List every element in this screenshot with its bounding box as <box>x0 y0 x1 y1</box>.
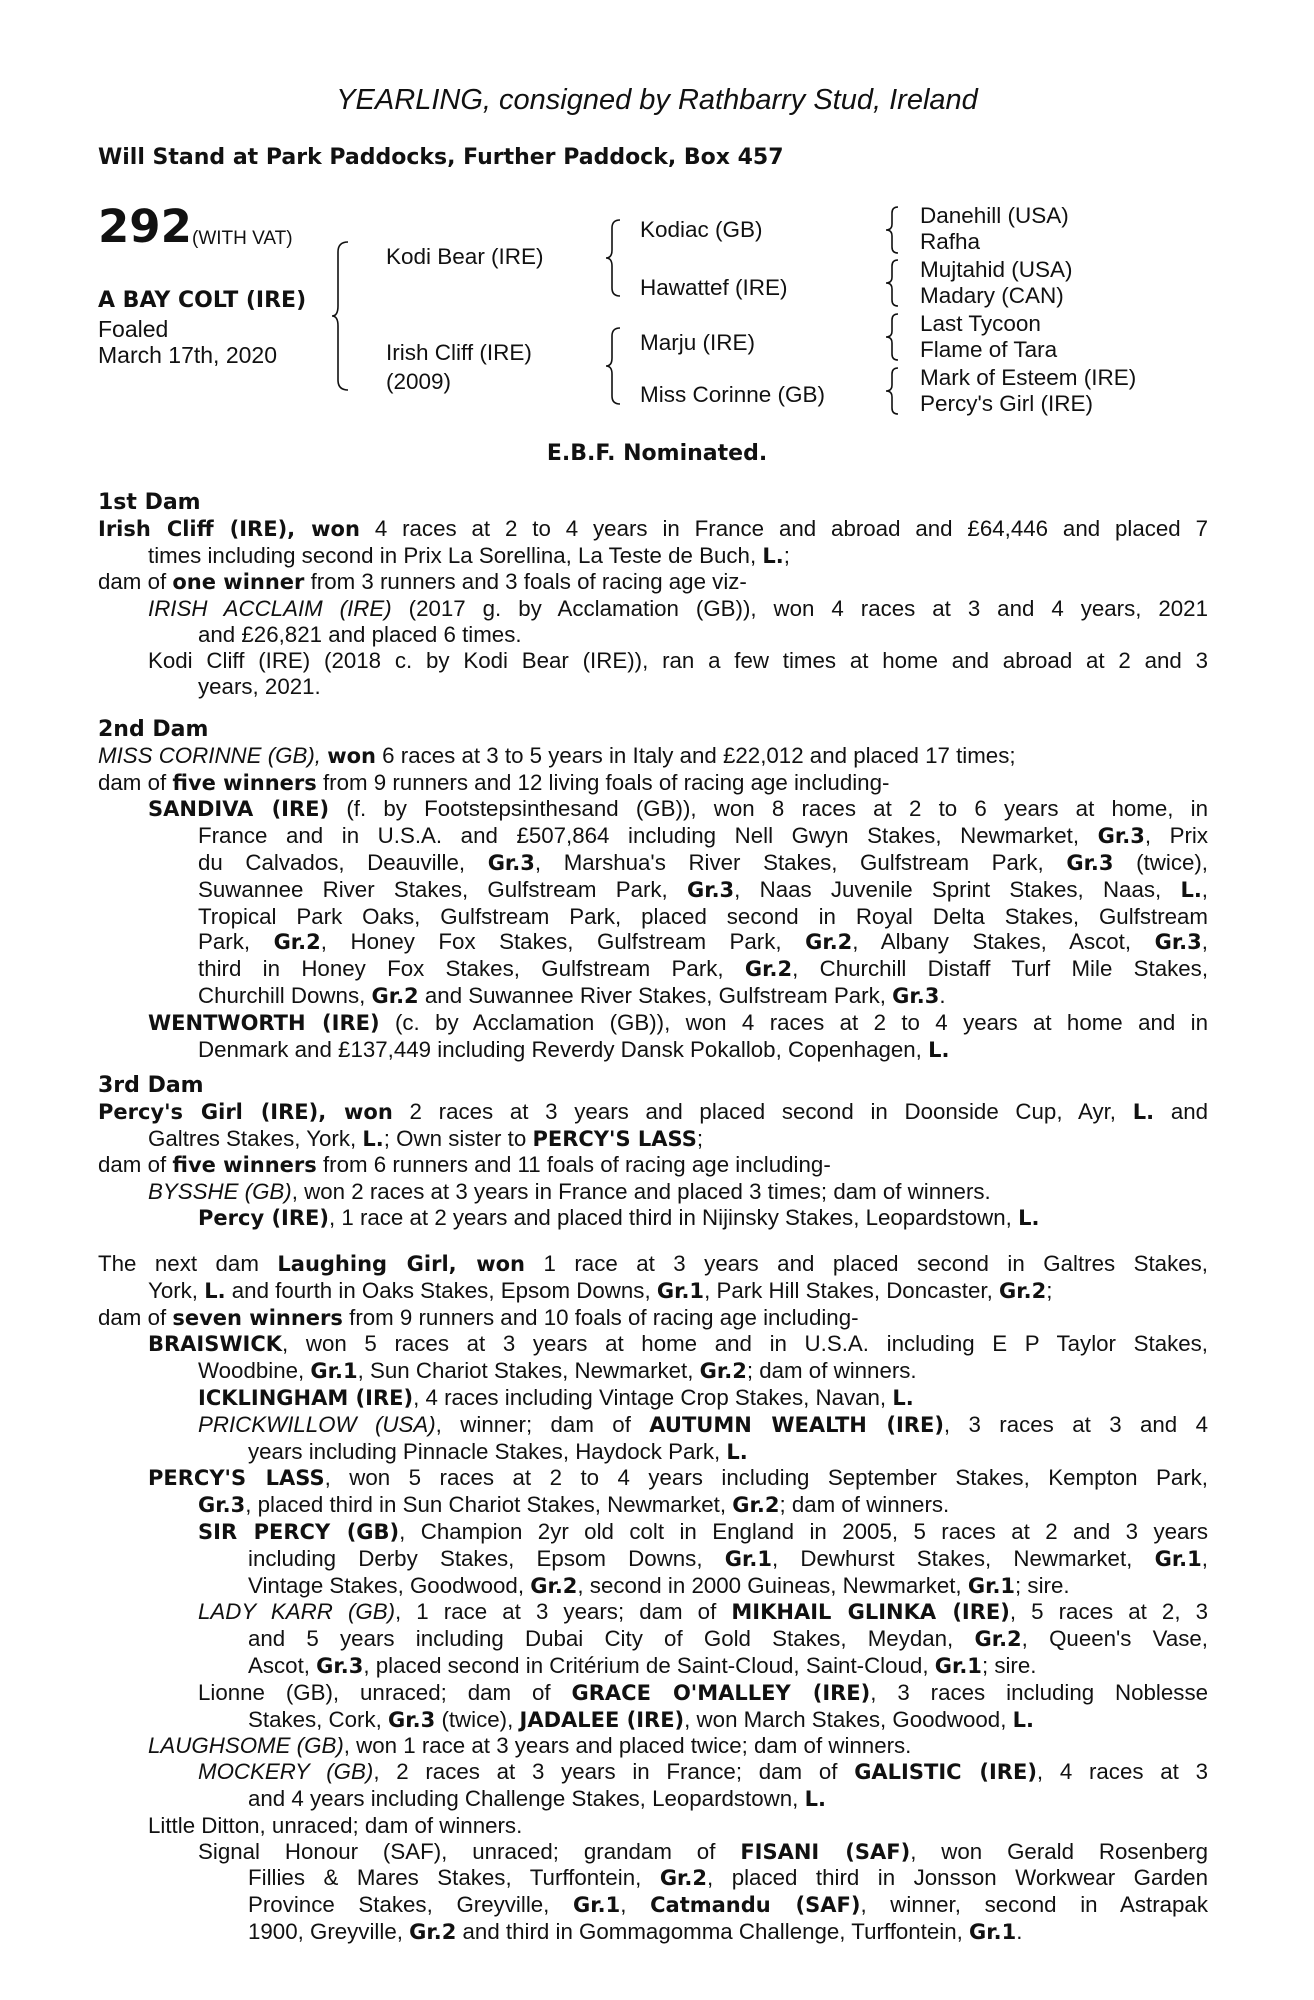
grade-mark: Gr.2 <box>659 1866 708 1891</box>
pedigree-dam-sire: Marju (IRE) <box>640 330 756 355</box>
horse-name: FISANI (SAF) <box>740 1839 911 1864</box>
race-record: , won 1 race at 3 years and placed twice; dam of winners. <box>343 1733 912 1759</box>
horse-name: PERCY'S LASS <box>148 1466 325 1491</box>
pedigree-main-bracket <box>330 240 354 392</box>
punctuation: ; <box>1046 1277 1053 1303</box>
grade-mark: L. <box>892 1385 914 1410</box>
horse-name: ICKLINGHAM (IRE) <box>198 1385 414 1410</box>
horse-name: AUTUMN WEALTH (IRE) <box>649 1412 944 1437</box>
pedigree-g7: Mark of Esteem (IRE) <box>920 365 1137 390</box>
grade-mark: L. <box>1012 1707 1034 1732</box>
horse-name: SIR PERCY (GB) <box>198 1519 400 1544</box>
produce-text: from 9 runners and 10 foals of racing age including- <box>349 1304 859 1330</box>
race-record: 4 races at 2 to 4 years in France and abroad and £64,446 and placed 7 <box>374 515 1208 541</box>
section-heading: 2nd Dam <box>98 717 209 742</box>
second-dam-section <box>98 717 1208 1063</box>
first-dam-section <box>98 490 1208 699</box>
punctuation: , <box>1201 929 1208 955</box>
race-record: and third in Gommagomma Challenge, Turffontein, <box>462 1918 963 1944</box>
race-record: , Prix <box>1144 823 1208 849</box>
horse-name: BYSSHE (GB) <box>148 1179 292 1205</box>
horse-name: WENTWORTH (IRE) <box>148 1010 380 1035</box>
race-record: du Calvados, Deauville, <box>198 849 466 875</box>
race-record: and <box>1170 1098 1209 1124</box>
race-record: , 3 races at 3 and 4 <box>943 1411 1208 1437</box>
vat-note: (WITH VAT) <box>192 228 293 249</box>
race-record: years, 2021. <box>198 673 321 699</box>
produce-text: from 6 runners and 11 foals of racing age including- <box>322 1152 831 1178</box>
race-record: Little Ditton, unraced; dam of winners. <box>148 1812 523 1838</box>
grade-mark: Gr.2 <box>699 1359 747 1384</box>
grade-mark: Gr.3 <box>198 1493 246 1518</box>
third-dam-section <box>98 1073 1208 1232</box>
catalogue-heading: YEARLING, consigned by Rathbarry Stud, Ireland <box>336 84 978 116</box>
grade-mark: Gr.3 <box>388 1707 436 1732</box>
produce-text: dam of <box>98 1304 167 1330</box>
race-record: including Derby Stakes, Epsom Downs, <box>248 1545 703 1571</box>
section-heading: 3rd Dam <box>98 1073 204 1098</box>
pedigree-dam: Irish Cliff (IRE) <box>386 340 532 365</box>
grade-mark: Gr.2 <box>805 930 853 955</box>
produce-text: dam of <box>98 769 167 795</box>
punctuation: , <box>620 1892 627 1918</box>
race-record: , won 2 races at 3 years in France and placed 3 times; dam of winners. <box>291 1179 991 1205</box>
race-record: Park, <box>198 929 251 955</box>
pedigree-g3: Mujtahid (USA) <box>920 257 1073 282</box>
race-record: Woodbine, <box>198 1358 305 1384</box>
grade-mark: Gr.2 <box>409 1919 457 1944</box>
race-record: , won 5 races at 2 to 4 years including September Stakes, Kempton Park, <box>324 1465 1208 1491</box>
grade-mark: Gr.1 <box>934 1653 982 1678</box>
grade-mark: Gr.2 <box>974 1627 1022 1652</box>
horse-name: LADY KARR (GB) <box>198 1599 396 1625</box>
horse-name: GRACE O'MALLEY (IRE) <box>571 1680 871 1705</box>
horse-name: Percy's Girl (IRE), won <box>98 1099 393 1124</box>
produce-text: from 9 runners and 12 living foals of racing age including- <box>322 769 890 795</box>
race-record: , 4 races at 3 <box>1036 1759 1208 1785</box>
horse-name: Laughing Girl, won <box>277 1252 525 1276</box>
race-record: Ascot, <box>248 1652 310 1678</box>
race-record: Tropical Park Oaks, Gulfstream Park, placed second in Royal Delta Stakes, Gulfstream <box>198 903 1208 929</box>
horse-name: Percy (IRE) <box>198 1205 329 1230</box>
won-label: won <box>327 743 376 768</box>
stabling-location: Will Stand at Park Paddocks, Further Paddock, Box 457 <box>98 145 784 170</box>
winners-count: five winners <box>172 770 317 795</box>
grade-mark: Gr.2 <box>732 1493 780 1518</box>
race-record: ; sire. <box>1015 1572 1070 1598</box>
g-bracket-3 <box>884 312 904 362</box>
grade-mark: L. <box>804 1786 826 1811</box>
pedigree-sire-dam: Hawattef (IRE) <box>640 275 788 300</box>
race-record: (twice), <box>441 1706 514 1732</box>
grade-mark: Gr.1 <box>724 1546 772 1571</box>
grade-mark: Gr.2 <box>273 930 321 955</box>
pedigree-g6: Flame of Tara <box>920 337 1058 362</box>
grade-mark: Gr.3 <box>487 850 535 875</box>
horse-description: A BAY COLT (IRE) <box>98 288 307 313</box>
race-record: , 3 races including Noblesse <box>870 1679 1208 1705</box>
race-record: Fillies & Mares Stakes, Turffontein, <box>248 1865 642 1891</box>
race-record: , Albany Stakes, Ascot, <box>852 929 1132 955</box>
race-record: 2 races at 3 years and placed second in Doonside Cup, Ayr, <box>409 1098 1117 1124</box>
race-record: Suwannee River Stakes, Gulfstream Park, <box>198 876 668 902</box>
grade-mark: Gr.3 <box>686 877 735 902</box>
horse-name: LAUGHSOME (GB) <box>148 1733 344 1759</box>
race-record: , Naas Juvenile Sprint Stakes, Naas, <box>734 876 1162 902</box>
pedigree-g1: Danehill (USA) <box>920 203 1069 228</box>
race-record: (f. by Footstepsinthesand (GB)), won 8 races at 2 to 6 years at home, in <box>346 796 1208 822</box>
grade-mark: Gr.3 <box>1066 850 1114 875</box>
ebf-nomination: E.B.F. Nominated. <box>546 441 768 466</box>
race-record: , won March Stakes, Goodwood, <box>684 1706 1007 1732</box>
race-record: , won 5 races at 3 years at home and in U.S.A. including E P Taylor Stakes, <box>282 1331 1208 1357</box>
race-record: and 5 years including Dubai City of Gold Stakes, Meydan, <box>248 1626 954 1652</box>
race-record: , Champion 2yr old colt in England in 2005, 5 races at 2 and 3 years <box>399 1518 1208 1544</box>
race-record: , 2 races at 3 years in France; dam of <box>373 1759 838 1785</box>
grade-mark: L. <box>1132 1099 1155 1124</box>
dam-bracket <box>604 326 626 406</box>
race-record: and 4 years including Challenge Stakes, Leopardstown, <box>248 1785 799 1811</box>
section-lead: The next dam <box>98 1251 259 1276</box>
race-record: , placed second in Critérium de Saint-Cloud, Saint-Cloud, <box>363 1652 929 1678</box>
horse-name: Catmandu (SAF) <box>650 1893 861 1918</box>
foaled-date: March 17th, 2020 <box>98 342 278 368</box>
race-record: (twice), <box>1136 849 1208 875</box>
horse-name: BRAISWICK <box>148 1332 283 1357</box>
grade-mark: Gr.3 <box>892 983 940 1008</box>
race-record: Galtres Stakes, York, <box>148 1125 357 1151</box>
race-record: third in Honey Fox Stakes, Gulfstream Park, <box>198 956 724 982</box>
produce-text: dam of <box>98 1152 167 1178</box>
race-record: 1900, Greyville, <box>248 1918 403 1944</box>
race-record: 6 races at 3 to 5 years in Italy and £22,012 and placed 17 times; <box>382 742 1016 768</box>
race-record: (c. by Acclamation (GB)), won 4 races at 2 to 4 years at home and in <box>394 1009 1209 1035</box>
horse-name: Irish Cliff (IRE), won <box>98 516 360 541</box>
winners-count: one winner <box>172 570 305 595</box>
lot-number: 292 <box>98 200 192 253</box>
race-record: , Dewhurst Stakes, Newmarket, <box>771 1545 1133 1571</box>
punctuation: . <box>939 982 946 1008</box>
race-record: , Marshua's River Stakes, Gulfstream Park, <box>534 849 1044 875</box>
race-record: Stakes, Cork, <box>248 1706 382 1732</box>
race-record: , Park Hill Stakes, Doncaster, <box>704 1277 993 1303</box>
grade-mark: L. <box>726 1439 748 1464</box>
produce-text: from 3 runners and 3 foals of racing age viz- <box>310 569 747 595</box>
grade-mark: Gr.3 <box>1097 824 1145 849</box>
horse-name: PRICKWILLOW (USA) <box>198 1411 436 1437</box>
grade-mark: Gr.1 <box>656 1278 705 1303</box>
grade-mark: L. <box>362 1126 384 1151</box>
grade-mark: L. <box>928 1037 950 1062</box>
race-record: , Queen's Vase, <box>1021 1626 1208 1652</box>
race-record: , 1 race at 3 years; dam of <box>395 1599 717 1625</box>
grade-mark: Gr.1 <box>967 1573 1016 1598</box>
race-record: 1 race at 3 years and placed second in Galtres Stakes, <box>543 1251 1208 1276</box>
race-record: , winner; dam of <box>435 1411 631 1437</box>
g-bracket-1 <box>884 205 904 255</box>
race-record: and fourth in Oaks Stakes, Epsom Downs, <box>231 1277 651 1303</box>
race-record: , Churchill Distaff Turf Mile Stakes, <box>792 956 1209 982</box>
punctuation: , <box>1201 876 1208 902</box>
race-record: ; sire. <box>981 1652 1037 1678</box>
grade-mark: Gr.3 <box>316 1653 364 1678</box>
horse-name: MOCKERY (GB) <box>198 1759 374 1785</box>
pedigree-dam-year: (2009) <box>386 369 452 394</box>
horse-name: PERCY'S LASS <box>532 1126 697 1151</box>
pedigree-dam-dam: Miss Corinne (GB) <box>640 382 826 407</box>
pedigree-g2: Rafha <box>920 229 981 254</box>
horse-name: GALISTIC (IRE) <box>854 1760 1037 1785</box>
race-record: , placed third in Sun Chariot Stakes, Newmarket, <box>245 1492 727 1518</box>
race-record: years including Pinnacle Stakes, Haydock Park, <box>248 1438 721 1464</box>
race-record: France and in U.S.A. and £507,864 including Nell Gwyn Stakes, Newmarket, <box>198 823 1080 849</box>
next-dam-section <box>98 1251 1208 1946</box>
punctuation: ; <box>783 542 790 568</box>
race-record: , second in 2000 Guineas, Newmarket, <box>577 1572 962 1598</box>
pedigree-g5: Last Tycoon <box>920 311 1041 336</box>
grade-mark: Gr.2 <box>744 957 793 982</box>
grade-mark: Gr.3 <box>1154 930 1202 955</box>
race-record: ; dam of winners. <box>779 1492 950 1518</box>
foaled-label: Foaled <box>98 316 169 342</box>
punctuation: . <box>1016 1918 1023 1944</box>
horse-name: SANDIVA (IRE) <box>148 797 330 822</box>
race-record: , 1 race at 2 years and placed third in Nijinsky Stakes, Leopardstown, <box>328 1204 1012 1230</box>
grade-mark: Gr.1 <box>310 1359 358 1384</box>
race-record: and £26,821 and placed 6 times. <box>198 621 522 647</box>
race-record: , placed third in Jonsson Workwear Garden <box>707 1865 1208 1891</box>
race-record: , Sun Chariot Stakes, Newmarket, <box>357 1358 694 1384</box>
sire-bracket <box>604 218 626 298</box>
grade-mark: L. <box>204 1278 226 1303</box>
g-bracket-4 <box>884 366 904 416</box>
section-heading: 1st Dam <box>98 490 201 515</box>
pedigree-sire: Kodi Bear (IRE) <box>386 244 544 269</box>
race-record: Denmark and £137,449 including Reverdy Dansk Pokallob, Copenhagen, <box>198 1036 922 1062</box>
race-record: ; Own sister to <box>383 1125 527 1151</box>
race-record: Churchill Downs, <box>198 982 366 1008</box>
horse-name: MISS CORINNE (GB), <box>98 742 321 768</box>
race-record: Lionne (GB), unraced; dam of <box>198 1679 551 1705</box>
horse-name: JADALEE (IRE) <box>519 1707 685 1732</box>
race-record: (2017 g. by Acclamation (GB)), won 4 races at 3 and 4 years, 2021 <box>408 596 1208 622</box>
winners-count: five winners <box>172 1153 317 1178</box>
punctuation: ; <box>696 1125 704 1151</box>
grade-mark: L. <box>1018 1205 1040 1230</box>
grade-mark: L. <box>1180 877 1202 902</box>
grade-mark: Gr.2 <box>999 1278 1047 1303</box>
horse-name: IRISH ACCLAIM (IRE) <box>148 596 392 622</box>
race-record: , 4 races including Vintage Crop Stakes, Navan, <box>413 1384 887 1410</box>
winners-count: seven winners <box>172 1305 343 1330</box>
race-record: times including second in Prix La Sorellina, La Teste de Buch, <box>148 542 757 568</box>
grade-mark: Gr.2 <box>530 1573 578 1598</box>
grade-mark: L. <box>762 543 784 568</box>
grade-mark: Gr.2 <box>371 983 419 1008</box>
race-record: Kodi Cliff (IRE) (2018 c. by Kodi Bear (IRE)), ran a few times at home and abroad at 2 and 3 <box>148 647 1208 673</box>
pedigree-g4: Madary (CAN) <box>920 283 1064 308</box>
grade-mark: Gr.1 <box>1154 1546 1202 1571</box>
pedigree-g8: Percy's Girl (IRE) <box>920 391 1094 416</box>
horse-name: MIKHAIL GLINKA (IRE) <box>731 1600 1010 1625</box>
g-bracket-2 <box>884 258 904 308</box>
race-record: Vintage Stakes, Goodwood, <box>248 1572 525 1598</box>
race-record: and Suwannee River Stakes, Gulfstream Park, <box>424 982 886 1008</box>
race-record: , winner, second in Astrapak <box>860 1892 1208 1918</box>
race-record: , Honey Fox Stakes, Gulfstream Park, <box>320 929 782 955</box>
race-record: , 5 races at 2, 3 <box>1009 1599 1208 1625</box>
race-record: Province Stakes, Greyville, <box>248 1892 550 1918</box>
race-record: ; dam of winners. <box>746 1358 917 1384</box>
grade-mark: Gr.1 <box>573 1893 621 1918</box>
race-record: , won Gerald Rosenberg <box>910 1838 1208 1864</box>
pedigree-sire-sire: Kodiac (GB) <box>640 217 763 242</box>
punctuation: , <box>1201 1545 1208 1571</box>
race-record: York, <box>148 1277 198 1303</box>
produce-text: dam of <box>98 569 167 595</box>
grade-mark: Gr.1 <box>969 1919 1017 1944</box>
race-record: Signal Honour (SAF), unraced; grandam of <box>198 1838 716 1864</box>
